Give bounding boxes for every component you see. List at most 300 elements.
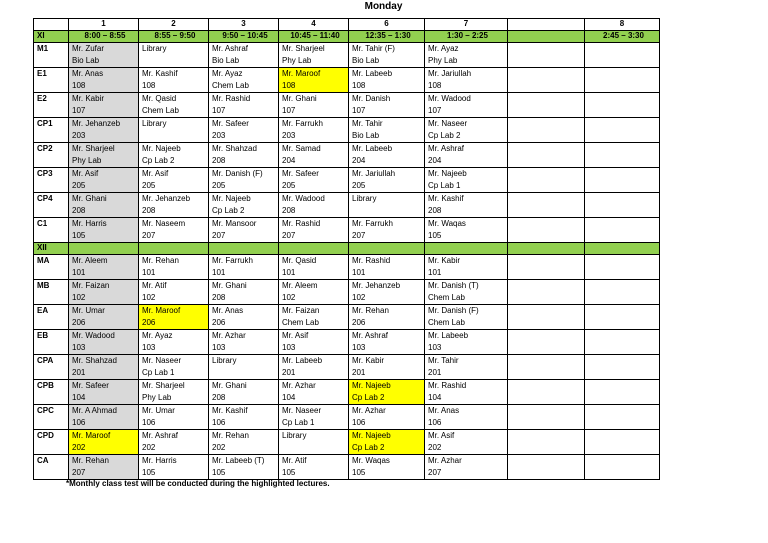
- teacher-name: Mr. Ghani: [282, 94, 317, 103]
- teacher-name: Library: [212, 356, 237, 365]
- section-filler: [508, 243, 585, 255]
- period-number: 8: [585, 19, 660, 31]
- teacher-name: Mr. Rashid: [212, 94, 251, 103]
- room-label: 205: [212, 181, 226, 190]
- lecture-cell: [508, 405, 585, 430]
- lecture-cell: [425, 355, 508, 380]
- room-label: 108: [282, 81, 296, 90]
- teacher-name: Mr. Danish (F): [428, 306, 479, 315]
- teacher-name: Mr. Atif: [142, 281, 167, 290]
- room-label: [511, 342, 584, 354]
- lecture-cell: [69, 430, 139, 455]
- lecture-cell: [585, 405, 660, 430]
- room-label: 102: [352, 293, 366, 302]
- section-filler: [209, 243, 279, 255]
- lecture-cell: [425, 380, 508, 405]
- lecture-cell: [349, 193, 425, 218]
- room-label: 105: [142, 468, 156, 477]
- class-code: CPD: [34, 430, 69, 455]
- room-label: 107: [282, 106, 296, 115]
- teacher-name: Mr. Waqas: [428, 219, 466, 228]
- teacher-name: Mr. Jehanzeb: [352, 281, 401, 290]
- teacher-name: Mr. Najeeb: [428, 169, 467, 178]
- room-label: 201: [72, 368, 86, 377]
- class-row: [34, 118, 660, 143]
- lecture-cell: [69, 305, 139, 330]
- lecture-cell: [349, 330, 425, 355]
- teacher-name: Mr. Rehan: [142, 256, 179, 265]
- lecture-cell: [508, 143, 585, 168]
- teacher-name: Mr. Waqas: [352, 456, 390, 465]
- room-label: 101: [352, 268, 366, 277]
- lecture-cell: [209, 68, 279, 93]
- lecture-cell: [139, 68, 209, 93]
- teacher-name: Mr. Labeeb: [352, 144, 393, 153]
- teacher-name: [588, 143, 659, 155]
- room-label: 207: [352, 231, 366, 240]
- period-number: 6: [349, 19, 425, 31]
- class-code: CA: [34, 455, 69, 480]
- room-label: 201: [352, 368, 366, 377]
- lecture-cell: [69, 380, 139, 405]
- lecture-cell: [585, 305, 660, 330]
- room-label: 204: [352, 156, 366, 165]
- teacher-name: Mr. Rehan: [212, 431, 249, 440]
- teacher-name: Mr. Maroof: [142, 306, 181, 315]
- room-label: 206: [352, 318, 366, 327]
- lecture-cell: [69, 330, 139, 355]
- lecture-cell: [209, 218, 279, 243]
- lecture-cell: [209, 255, 279, 280]
- teacher-name: Mr. Najeeb: [352, 381, 391, 390]
- teacher-name: Mr. Labeeb (T): [212, 456, 265, 465]
- lecture-cell: [279, 193, 349, 218]
- room-label: [352, 205, 424, 217]
- lecture-cell: [139, 405, 209, 430]
- room-label: 207: [428, 468, 442, 477]
- lecture-cell: [349, 93, 425, 118]
- room-label: [588, 417, 659, 429]
- teacher-name: Mr. Asif: [428, 431, 455, 440]
- section-filler: [349, 243, 425, 255]
- teacher-name: Mr. Umar: [142, 406, 175, 415]
- room-label: 106: [428, 418, 442, 427]
- teacher-name: Mr. Ashraf: [352, 331, 389, 340]
- lecture-cell: [69, 43, 139, 68]
- lecture-cell: [69, 93, 139, 118]
- lecture-cell: [349, 255, 425, 280]
- room-label: Cp Lab 1: [428, 181, 461, 190]
- room-label: 204: [428, 156, 442, 165]
- room-label: [212, 367, 278, 379]
- lecture-cell: [139, 280, 209, 305]
- lecture-cell: [425, 330, 508, 355]
- class-row: [34, 380, 660, 405]
- teacher-name: Mr. A Ahmad: [72, 406, 117, 415]
- room-label: 202: [428, 443, 442, 452]
- room-label: [588, 230, 659, 242]
- footnote: *Monthly class test will be conducted during the highlighted lectures.: [66, 479, 330, 488]
- teacher-name: Mr. Anas: [212, 306, 244, 315]
- lecture-cell: [139, 355, 209, 380]
- teacher-name: Mr. Kabir: [72, 94, 105, 103]
- lecture-cell: [425, 280, 508, 305]
- teacher-name: [511, 43, 584, 55]
- lecture-cell: [425, 68, 508, 93]
- room-label: Cp Lab 2: [352, 443, 385, 452]
- class-code: CPA: [34, 355, 69, 380]
- teacher-name: [511, 280, 584, 292]
- lecture-cell: [349, 118, 425, 143]
- lecture-cell: [139, 380, 209, 405]
- room-label: [511, 442, 584, 454]
- teacher-name: [511, 118, 584, 130]
- teacher-name: Mr. Labeeb: [282, 356, 323, 365]
- teacher-name: Mr. Umar: [72, 306, 105, 315]
- teacher-name: Mr. Asif: [142, 169, 169, 178]
- room-label: Chem Lab: [142, 106, 179, 115]
- lecture-cell: [425, 118, 508, 143]
- room-label: 208: [142, 206, 156, 215]
- teacher-name: Mr. Farrukh: [352, 219, 393, 228]
- teacher-name: Mr. Kabir: [428, 256, 461, 265]
- period-time: [508, 31, 585, 43]
- teacher-name: Mr. Naseer: [282, 406, 322, 415]
- room-label: 207: [142, 231, 156, 240]
- room-label: 206: [142, 318, 156, 327]
- class-code: CP3: [34, 168, 69, 193]
- lecture-cell: [508, 355, 585, 380]
- period-time: 9:50 – 10:45: [209, 31, 279, 43]
- room-label: 103: [212, 343, 226, 352]
- class-row: [34, 143, 660, 168]
- lecture-cell: [508, 280, 585, 305]
- section-filler: [139, 243, 209, 255]
- room-label: 208: [282, 206, 296, 215]
- teacher-name: [511, 193, 584, 205]
- lecture-cell: [508, 93, 585, 118]
- teacher-name: Mr. Asif: [282, 331, 309, 340]
- lecture-cell: [425, 455, 508, 480]
- lecture-cell: [585, 430, 660, 455]
- lecture-cell: [139, 330, 209, 355]
- lecture-cell: [585, 455, 660, 480]
- lecture-cell: [508, 218, 585, 243]
- room-label: [511, 292, 584, 304]
- teacher-name: [588, 280, 659, 292]
- lecture-cell: [139, 193, 209, 218]
- room-label: [511, 180, 584, 192]
- lecture-cell: [139, 430, 209, 455]
- teacher-name: [511, 255, 584, 267]
- room-label: 101: [212, 268, 226, 277]
- room-label: Bio Lab: [212, 56, 240, 65]
- teacher-name: Mr. Rehan: [72, 456, 109, 465]
- teacher-name: [511, 455, 584, 467]
- room-label: 108: [352, 81, 366, 90]
- lecture-cell: [349, 68, 425, 93]
- room-label: 202: [142, 443, 156, 452]
- teacher-name: Mr. Jehanzeb: [142, 194, 191, 203]
- lecture-cell: [508, 68, 585, 93]
- room-label: Cp Lab 1: [142, 368, 175, 377]
- room-label: [511, 417, 584, 429]
- room-label: Chem Lab: [282, 318, 319, 327]
- teacher-name: [511, 218, 584, 230]
- teacher-name: Mr. Azhar: [282, 381, 316, 390]
- lecture-cell: [279, 455, 349, 480]
- teacher-name: [588, 405, 659, 417]
- teacher-name: Mr. Shahzad: [72, 356, 117, 365]
- teacher-name: Mr. Tahir (F): [352, 44, 395, 53]
- teacher-name: Mr. Wadood: [428, 94, 471, 103]
- lecture-cell: [349, 405, 425, 430]
- teacher-name: Mr. Qasid: [282, 256, 317, 265]
- teacher-name: [588, 430, 659, 442]
- teacher-name: Mr. Naseer: [428, 119, 468, 128]
- room-label: Phy Lab: [428, 56, 458, 65]
- teacher-name: Mr. Ayaz: [428, 44, 459, 53]
- room-label: Phy Lab: [72, 156, 102, 165]
- lecture-cell: [139, 118, 209, 143]
- room-label: [588, 467, 659, 479]
- teacher-name: Mr. Azhar: [212, 331, 246, 340]
- room-label: Cp Lab 2: [142, 156, 175, 165]
- room-label: 205: [72, 181, 86, 190]
- room-label: [511, 105, 584, 117]
- lecture-cell: [349, 430, 425, 455]
- room-label: Phy Lab: [282, 56, 312, 65]
- lecture-cell: [508, 193, 585, 218]
- lecture-cell: [508, 43, 585, 68]
- teacher-name: Mr. Faizan: [282, 306, 320, 315]
- teacher-name: [511, 305, 584, 317]
- room-label: [588, 55, 659, 67]
- teacher-name: Mr. Harris: [142, 456, 177, 465]
- teacher-name: Mr. Atif: [282, 456, 307, 465]
- lecture-cell: [508, 330, 585, 355]
- teacher-name: [511, 93, 584, 105]
- lecture-cell: [508, 380, 585, 405]
- teacher-name: Mr. Aleem: [72, 256, 108, 265]
- lecture-cell: [425, 143, 508, 168]
- lecture-cell: [585, 43, 660, 68]
- lecture-cell: [279, 305, 349, 330]
- lecture-cell: [139, 255, 209, 280]
- room-label: 205: [282, 181, 296, 190]
- teacher-name: Mr. Ashraf: [212, 44, 249, 53]
- room-label: 208: [212, 293, 226, 302]
- teacher-name: Mr. Sharjeel: [72, 144, 115, 153]
- room-label: [511, 467, 584, 479]
- teacher-name: Mr. Wadood: [72, 331, 115, 340]
- period-time: 10:45 – 11:40: [279, 31, 349, 43]
- teacher-name: Mr. Maroof: [72, 431, 111, 440]
- room-label: [142, 130, 208, 142]
- room-label: 203: [282, 131, 296, 140]
- room-label: [588, 367, 659, 379]
- lecture-cell: [349, 305, 425, 330]
- lecture-cell: [425, 93, 508, 118]
- room-label: 101: [72, 268, 86, 277]
- class-row: [34, 43, 660, 68]
- class-code: CPC: [34, 405, 69, 430]
- teacher-name: Mr. Jariullah: [428, 69, 472, 78]
- lecture-cell: [585, 330, 660, 355]
- lecture-cell: [209, 143, 279, 168]
- teacher-name: Mr. Faizan: [72, 281, 110, 290]
- class-code: M1: [34, 43, 69, 68]
- teacher-name: Mr. Rehan: [352, 306, 389, 315]
- class-code: C1: [34, 218, 69, 243]
- section-filler: [69, 243, 139, 255]
- teacher-name: [511, 380, 584, 392]
- class-code: EA: [34, 305, 69, 330]
- room-label: 102: [282, 293, 296, 302]
- room-label: 107: [72, 106, 86, 115]
- lecture-cell: [209, 193, 279, 218]
- lecture-cell: [69, 455, 139, 480]
- class-code: EB: [34, 330, 69, 355]
- room-label: 105: [352, 468, 366, 477]
- period-number: 1: [69, 19, 139, 31]
- room-label: [282, 442, 348, 454]
- teacher-name: [511, 405, 584, 417]
- teacher-name: Library: [142, 44, 167, 53]
- lecture-cell: [585, 143, 660, 168]
- class-row: [34, 68, 660, 93]
- room-label: 108: [428, 81, 442, 90]
- teacher-name: [588, 68, 659, 80]
- lecture-cell: [585, 355, 660, 380]
- lecture-cell: [209, 168, 279, 193]
- lecture-cell: [425, 43, 508, 68]
- period-number: 7: [425, 19, 508, 31]
- teacher-name: Mr. Asif: [72, 169, 99, 178]
- lecture-cell: [279, 355, 349, 380]
- teacher-name: Mr. Jehanzeb: [72, 119, 121, 128]
- room-label: [588, 155, 659, 167]
- teacher-name: Mr. Safeer: [282, 169, 319, 178]
- lecture-cell: [69, 405, 139, 430]
- room-label: 103: [282, 343, 296, 352]
- room-label: [588, 292, 659, 304]
- teacher-name: [588, 255, 659, 267]
- room-label: 101: [428, 268, 442, 277]
- class-row: [34, 455, 660, 480]
- lecture-cell: [69, 355, 139, 380]
- room-label: [511, 267, 584, 279]
- teacher-name: Mr. Farrukh: [212, 256, 253, 265]
- room-label: 203: [212, 131, 226, 140]
- teacher-name: Mr. Harris: [72, 219, 107, 228]
- room-label: 108: [72, 81, 86, 90]
- class-row: [34, 430, 660, 455]
- teacher-name: [588, 305, 659, 317]
- section-filler: [279, 243, 349, 255]
- lecture-cell: [209, 355, 279, 380]
- teacher-name: Mr. Anas: [428, 406, 460, 415]
- class-code: E1: [34, 68, 69, 93]
- room-label: 105: [212, 468, 226, 477]
- class-code: CP4: [34, 193, 69, 218]
- lecture-cell: [508, 118, 585, 143]
- teacher-name: Mr. Safeer: [72, 381, 109, 390]
- room-label: 106: [72, 418, 86, 427]
- period-time: 12:35 – 1:30: [349, 31, 425, 43]
- room-label: 103: [72, 343, 86, 352]
- section-label: XI: [34, 31, 69, 43]
- room-label: 208: [212, 393, 226, 402]
- lecture-cell: [279, 118, 349, 143]
- teacher-name: Mr. Sharjeel: [282, 44, 325, 53]
- teacher-name: [511, 430, 584, 442]
- class-row: [34, 218, 660, 243]
- room-label: 207: [282, 231, 296, 240]
- lecture-cell: [585, 280, 660, 305]
- room-label: [588, 180, 659, 192]
- teacher-name: Mr. Sharjeel: [142, 381, 185, 390]
- teacher-name: [588, 218, 659, 230]
- room-label: 106: [352, 418, 366, 427]
- room-label: Cp Lab 1: [282, 418, 315, 427]
- class-row: [34, 355, 660, 380]
- lecture-cell: [585, 218, 660, 243]
- teacher-name: [588, 355, 659, 367]
- room-label: [588, 105, 659, 117]
- lecture-cell: [209, 93, 279, 118]
- teacher-name: [588, 93, 659, 105]
- teacher-name: Mr. Rashid: [282, 219, 321, 228]
- room-label: 208: [72, 206, 86, 215]
- lecture-cell: [585, 118, 660, 143]
- class-row: [34, 405, 660, 430]
- lecture-cell: [508, 255, 585, 280]
- teacher-name: Mr. Azhar: [428, 456, 462, 465]
- lecture-cell: [279, 380, 349, 405]
- timetable: [33, 18, 660, 480]
- room-label: [511, 367, 584, 379]
- lecture-cell: [139, 218, 209, 243]
- room-label: [511, 205, 584, 217]
- room-label: [588, 205, 659, 217]
- room-label: Cp Lab 2: [428, 131, 461, 140]
- teacher-name: Mr. Aleem: [282, 281, 318, 290]
- lecture-cell: [139, 305, 209, 330]
- teacher-name: Mr. Mansoor: [212, 219, 257, 228]
- lecture-cell: [508, 455, 585, 480]
- room-label: 208: [428, 206, 442, 215]
- class-row: [34, 93, 660, 118]
- teacher-name: Mr. Rashid: [428, 381, 467, 390]
- teacher-name: Mr. Anas: [72, 69, 104, 78]
- teacher-name: Mr. Ghani: [72, 194, 107, 203]
- room-label: Chem Lab: [428, 293, 465, 302]
- room-label: 103: [352, 343, 366, 352]
- lecture-cell: [279, 43, 349, 68]
- lecture-cell: [69, 193, 139, 218]
- room-label: 205: [352, 181, 366, 190]
- period-time: 8:55 – 9:50: [139, 31, 209, 43]
- lecture-cell: [69, 68, 139, 93]
- teacher-name: Mr. Kashif: [428, 194, 464, 203]
- teacher-name: Mr. Rashid: [352, 256, 391, 265]
- room-label: 207: [212, 231, 226, 240]
- room-label: [511, 317, 584, 329]
- section-filler: [585, 243, 660, 255]
- period-time: 1:30 – 2:25: [425, 31, 508, 43]
- lecture-cell: [69, 280, 139, 305]
